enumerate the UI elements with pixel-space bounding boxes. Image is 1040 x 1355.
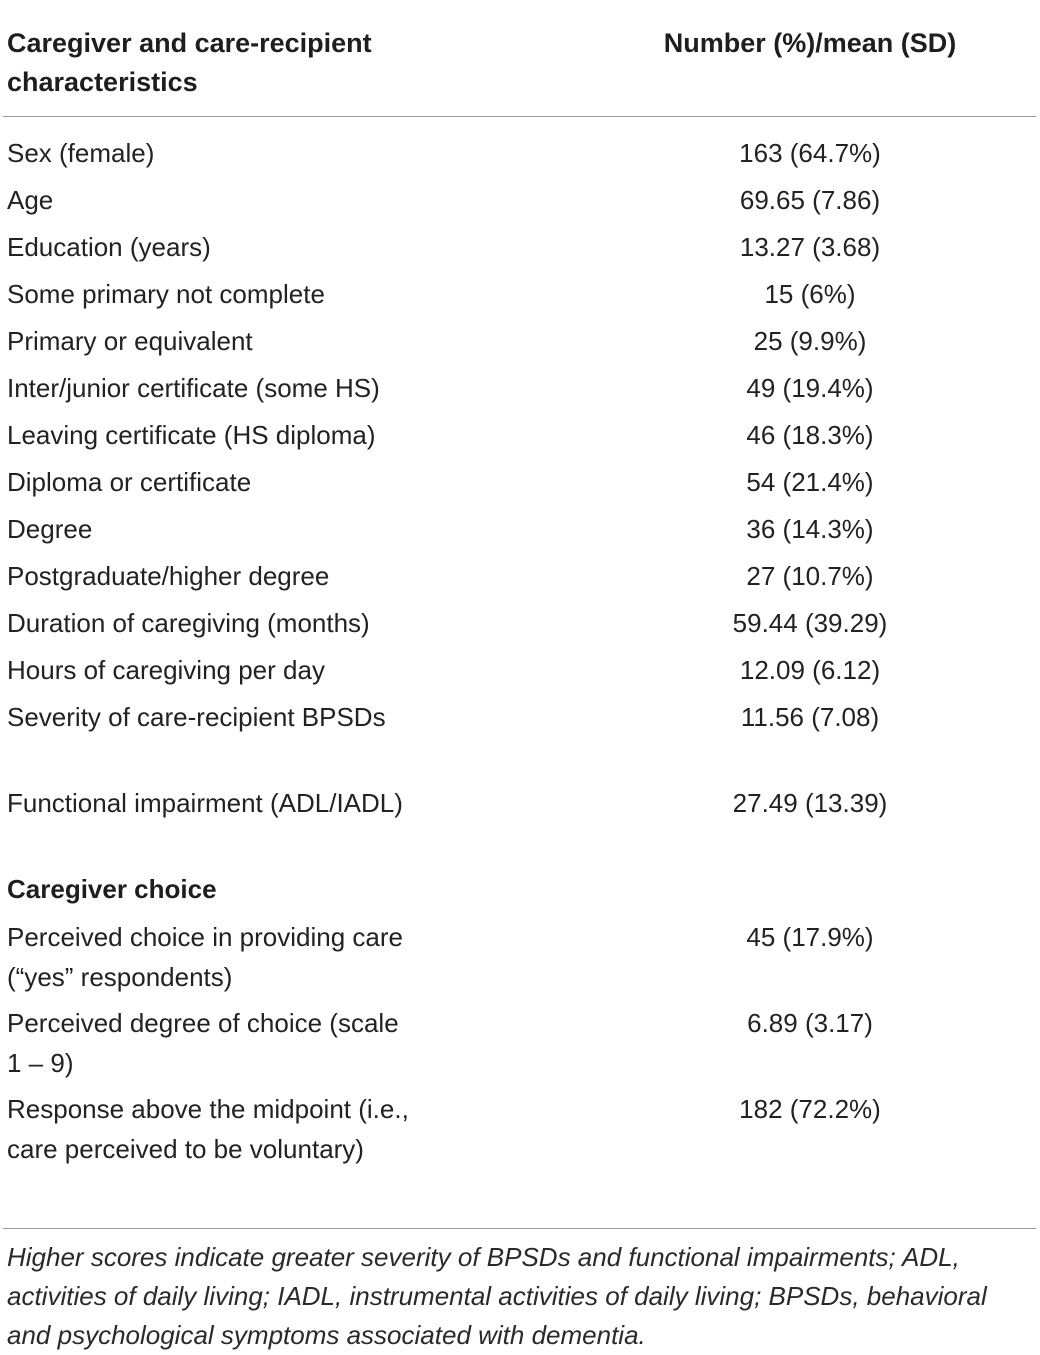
row-label: Diploma or certificate [7,467,252,497]
row-value: 25 (9.9%) [753,326,867,356]
table-row [0,556,1040,603]
table-row [0,274,1040,321]
header-characteristics: Caregiver and care-recipient characteristics [7,28,372,97]
footer-divider [3,1228,1036,1229]
row-value: 45 (17.9%) [746,922,874,952]
row-value: 12.09 (6.12) [739,655,881,685]
row-label: Perceived choice in providing care (“yes” respondents) [7,922,403,992]
row-label: Postgraduate/higher degree [7,561,330,591]
row-label: Sex (female) [7,138,155,168]
row-value: 59.44 (39.29) [732,608,888,638]
row-value: 49 (19.4%) [746,373,874,403]
header-divider [3,116,1036,117]
table-row [0,650,1040,697]
table-row [0,1003,1040,1089]
row-label: Age [7,185,54,215]
row-value: 11.56 (7.08) [740,702,880,732]
header-number-mean: Number (%)/mean (SD) [663,28,957,58]
row-value: 13.27 (3.68) [739,232,881,262]
row-label: Duration of caregiving (months) [7,608,370,638]
row-value: 27 (10.7%) [746,561,874,591]
row-value: 182 (72.2%) [739,1094,881,1124]
table-body [0,133,1040,1215]
table-row [0,462,1040,509]
row-value: 6.89 (3.17) [747,1008,873,1038]
row-value: 15 (6%) [764,279,856,309]
row-label: Primary or equivalent [7,326,253,356]
table-row [0,415,1040,462]
table-footnote: Higher scores indicate greater severity of BPSDs and functional impairments; ADL, activities of daily living; IADL, instrumental activities of daily living; BPSDs, behavioral and psychological symptoms associated with dementia. [7,1242,987,1350]
row-value: 46 (18.3%) [746,420,874,450]
row-label: Education (years) [7,232,211,262]
table-row [0,368,1040,415]
row-value: 27.49 (13.39) [732,788,888,818]
table-row [0,1089,1040,1215]
row-value: 163 (64.7%) [739,138,881,168]
table-row [0,133,1040,180]
row-label: Degree [7,514,93,544]
row-label: Leaving certificate (HS diploma) [7,420,376,450]
table-row [0,227,1040,274]
table-row [0,697,1040,783]
row-label: Some primary not complete [7,279,325,309]
table-row [0,603,1040,650]
table-row [0,783,1040,869]
row-label: Response above the midpoint (i.e., care perceived to be voluntary) [7,1094,409,1164]
table-row [0,321,1040,368]
row-value: 69.65 (7.86) [739,185,881,215]
table-header [0,0,1040,118]
row-label: Hours of caregiving per day [7,655,325,685]
table-row [0,509,1040,556]
row-label: Inter/junior certificate (some HS) [7,373,380,403]
row-value: 36 (14.3%) [746,514,874,544]
row-label: Functional impairment (ADL/IADL) [7,788,403,818]
row-label: Perceived degree of choice (scale 1 – 9) [7,1008,399,1078]
table-row [0,180,1040,227]
section-heading: Caregiver choice [7,874,217,904]
row-label: Severity of care-recipient BPSDs [7,702,386,732]
table-row [0,917,1040,1003]
section-heading-row [0,869,1040,917]
row-value: 54 (21.4%) [746,467,874,497]
